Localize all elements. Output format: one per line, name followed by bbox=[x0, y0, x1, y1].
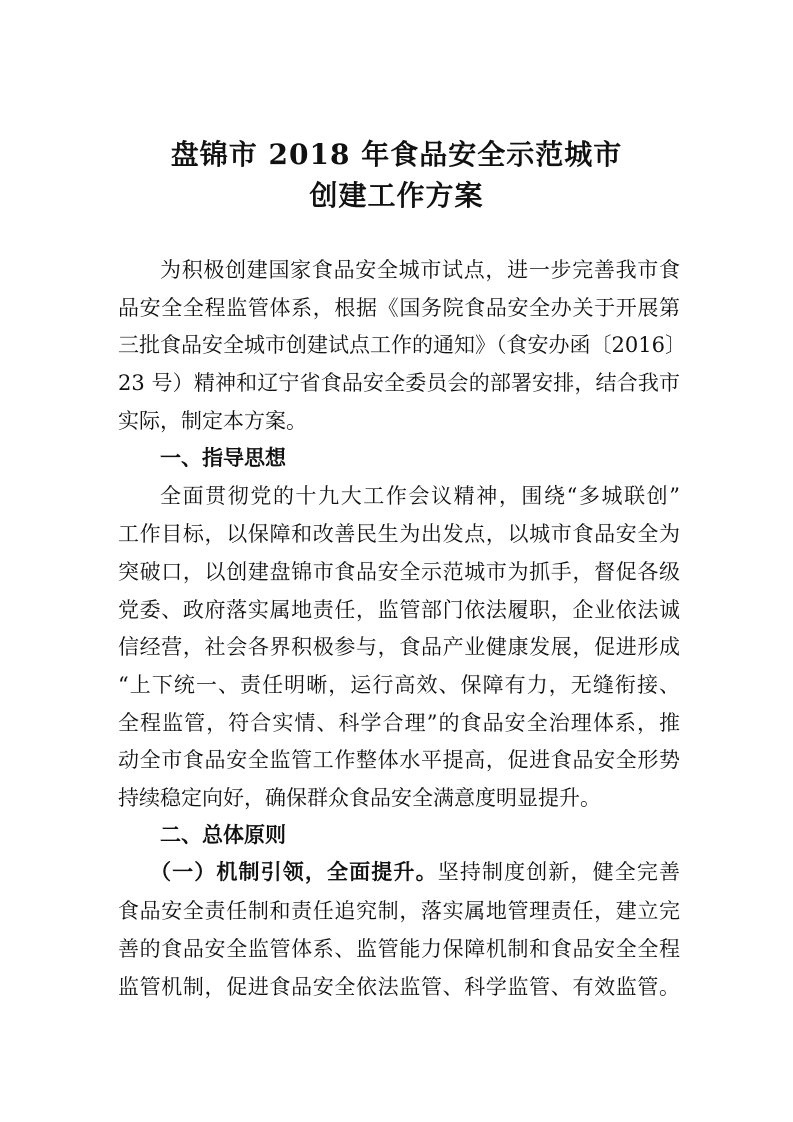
paragraph-line: 持续稳定向好，确保群众食品安全满意度明显提升。 bbox=[118, 786, 601, 810]
paragraph-line: 监管机制，促进食品安全依法监管、科学监管、有效监管。 bbox=[118, 975, 680, 999]
paragraph-line: 为积极创建国家食品安全城市试点，进一步完善我市食 bbox=[160, 258, 680, 282]
document-title-line-2: 创建工作方案 bbox=[309, 179, 484, 212]
paragraph-line: “上下统一、责任明晰，运行高效、保障有力，无缝衔接、 bbox=[118, 673, 680, 697]
paragraph-line: 工作目标，以保障和改善民生为出发点，以城市食品安全为 bbox=[118, 522, 680, 546]
paragraph-line: 食品安全责任制和责任追究制，落实属地管理责任，建立完 bbox=[118, 899, 680, 923]
paragraph-line: 实际，制定本方案。 bbox=[118, 409, 307, 433]
paragraph-line: 动全市食品安全监管工作整体水平提高，促进食品安全形势 bbox=[118, 748, 680, 772]
paragraph-line: 全面贯彻党的十九大工作会议精神，围绕“多城联创” bbox=[160, 484, 680, 508]
paragraph-line: 党委、政府落实属地责任，监管部门依法履职，企业依法诚 bbox=[118, 598, 680, 622]
document-title-line-1: 盘锦市 2018 年食品安全示范城市 bbox=[170, 138, 623, 171]
paragraph-line: 突破口，以创建盘锦市食品安全示范城市为抓手，督促各级 bbox=[118, 560, 680, 584]
paragraph-line: 品安全全程监管体系，根据《国务院食品安全办关于开展第 bbox=[118, 296, 680, 320]
paragraph-line: 23 号）精神和辽宁省食品安全委员会的部署安排，结合我市 bbox=[118, 371, 680, 395]
paragraph-line bbox=[150, 857, 680, 887]
paragraph-line: 信经营，社会各界积极参与，食品产业健康发展，促进形成 bbox=[118, 635, 680, 659]
principle-title: （一）机制引领，全面提升。 bbox=[150, 860, 438, 884]
principle-text: 坚持制度创新，健全完善 bbox=[437, 860, 681, 884]
paragraph-line: 善的食品安全监管体系、监管能力保障机制和食品安全全程 bbox=[118, 937, 680, 961]
paragraph-line: 全程监管，符合实情、科学合理”的食品安全治理体系，推 bbox=[118, 711, 680, 735]
section-heading: 二、总体原则 bbox=[160, 823, 286, 847]
section-heading: 一、指导思想 bbox=[160, 446, 286, 470]
paragraph-line: 三批食品安全城市创建试点工作的通知》（食安办函〔2016〕 bbox=[118, 333, 686, 357]
